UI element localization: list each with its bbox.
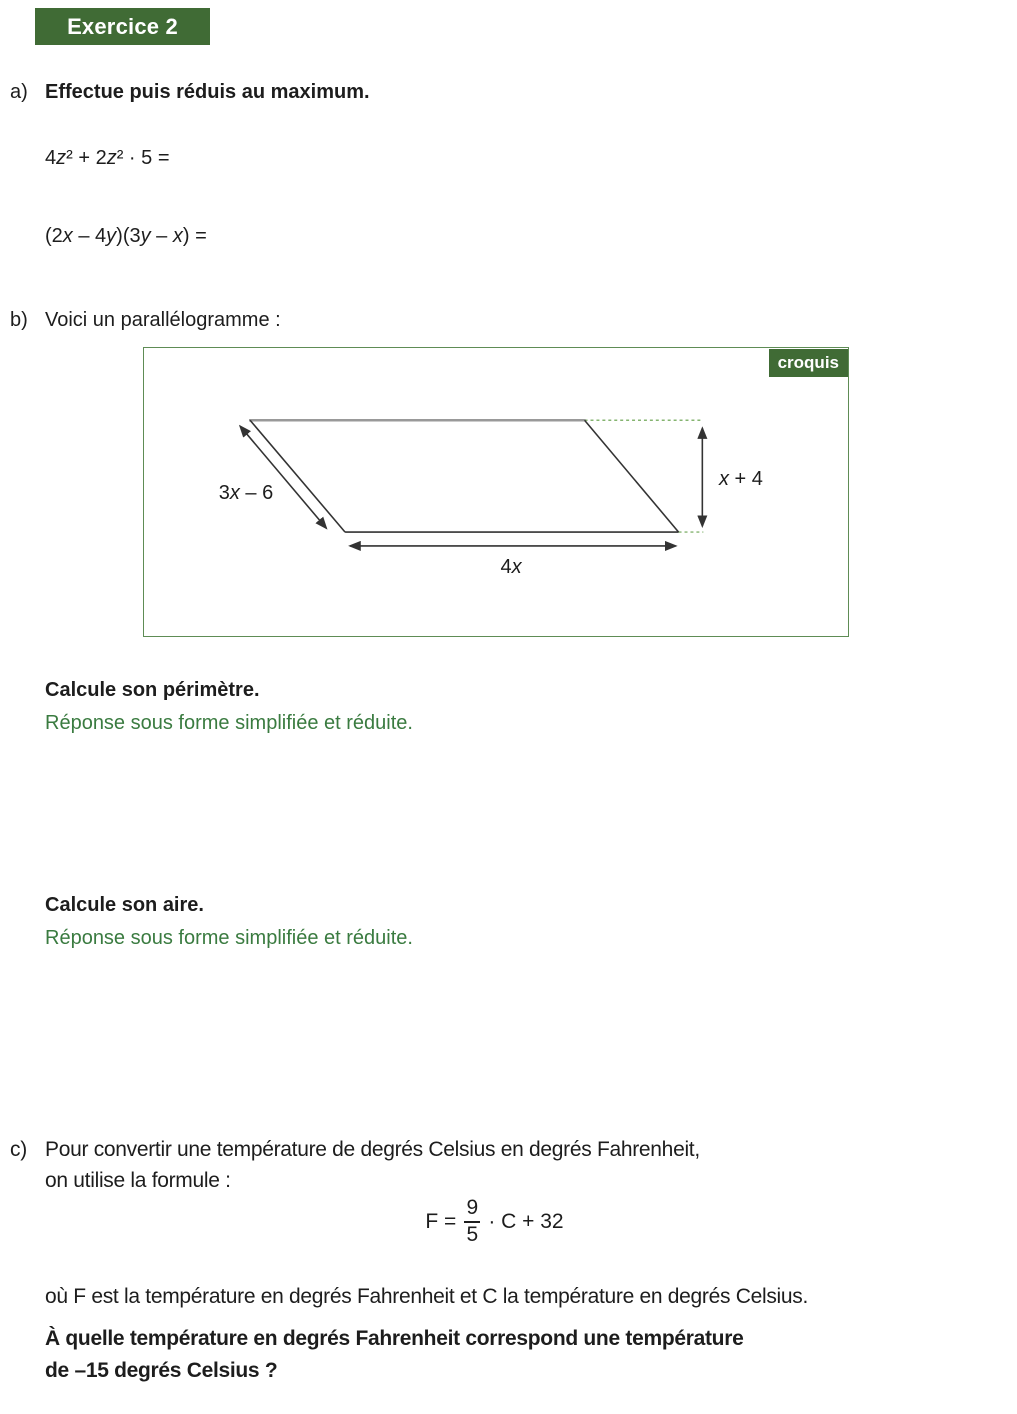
part-a-letter: a) (10, 81, 28, 103)
part-b-row (10, 308, 281, 333)
formula-fraction (464, 1197, 480, 1246)
height-length-label: x + 4 (719, 468, 763, 490)
side-measure-arrow (240, 426, 326, 528)
part-c-row (10, 1137, 700, 1163)
area-heading: Calcule son aire. (45, 894, 204, 916)
base-length-label: 4x (500, 556, 522, 578)
expression-1: 4z² + 2z² · 5 = (45, 147, 170, 169)
part-c-letter: c) (10, 1138, 27, 1161)
croquis-badge-label: croquis (777, 353, 839, 372)
croquis-badge (769, 349, 848, 377)
question-line1: À quelle température en degrés Fahrenheit correspond une température (45, 1327, 744, 1350)
area-instruction: Réponse sous forme simplifiée et réduite. (45, 927, 413, 949)
formula-explanation: où F est la température en degrés Fahrenheit et C la température en degrés Celsius. (45, 1285, 809, 1308)
question-line2: de –15 degrés Celsius ? (45, 1359, 278, 1382)
part-b-title: Voici un parallélogramme : (45, 309, 281, 331)
parallelogram-right-edge (585, 420, 679, 532)
formula-lhs: F = (425, 1209, 457, 1233)
part-c-line1: Pour convertir une température de degrés Celsius en degrés Fahrenheit, (45, 1138, 700, 1161)
part-a-title: Effectue puis réduis au maximum. (45, 81, 370, 103)
exercise-banner (35, 8, 210, 45)
formula-rhs: · C + 32 (488, 1209, 564, 1233)
parallelogram-left-edge (250, 420, 345, 532)
formula-numerator: 9 (466, 1196, 479, 1219)
conversion-formula (0, 1197, 1017, 1246)
perimeter-heading: Calcule son périmètre. (45, 679, 260, 701)
croquis-figure-box (143, 347, 849, 637)
exercise-banner-label: Exercice 2 (67, 13, 178, 39)
expression-2: (2x – 4y)(3y – x) = (45, 225, 207, 247)
part-a-row (10, 80, 370, 105)
part-b-letter: b) (10, 309, 28, 331)
part-c-line2: on utilise la formule : (45, 1169, 231, 1192)
side-length-label: 3x – 6 (218, 482, 274, 504)
perimeter-instruction: Réponse sous forme simplifiée et réduite. (45, 712, 413, 734)
formula-denominator: 5 (466, 1222, 479, 1246)
